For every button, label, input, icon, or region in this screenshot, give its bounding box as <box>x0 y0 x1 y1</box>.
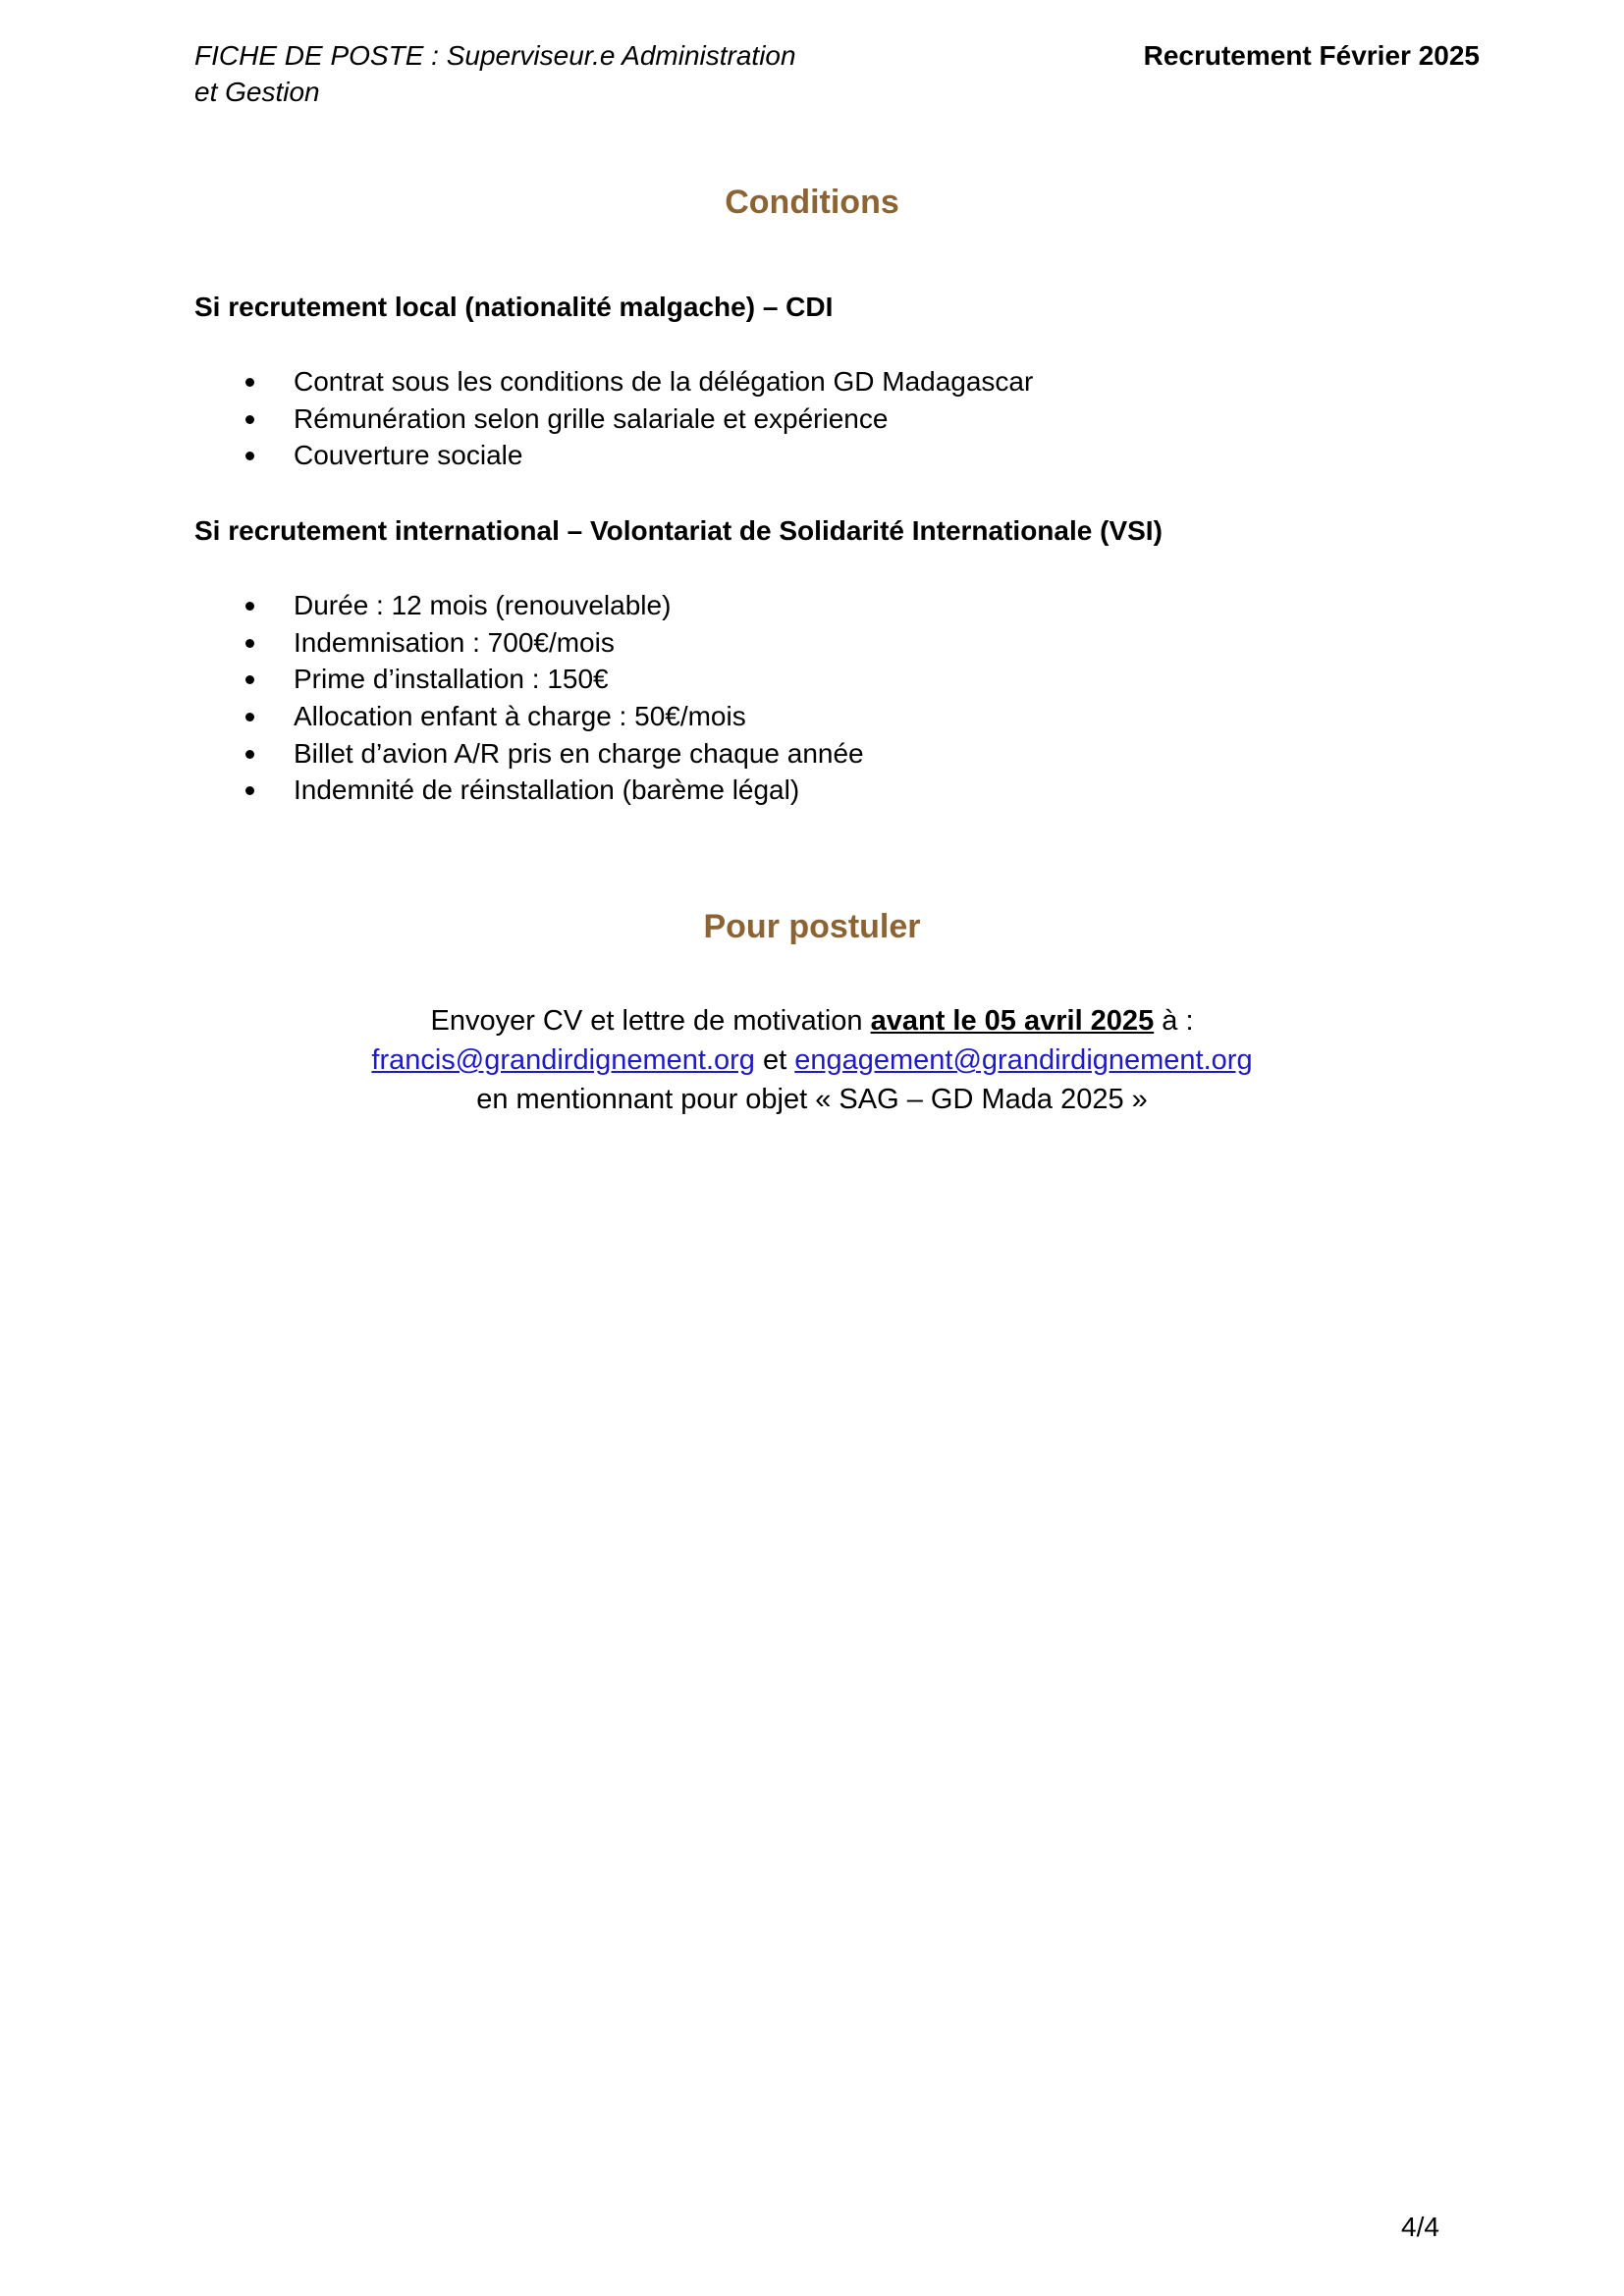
bullet-icon <box>245 415 254 424</box>
header-recruitment-date: Recrutement Février 2025 <box>1143 40 1480 71</box>
header-job-title-line-1: FICHE DE POSTE : Superviseur.e Administration <box>194 40 796 71</box>
header-job-title-line-2: et Gestion <box>194 77 320 107</box>
bullet-icon <box>245 675 254 684</box>
apply-title: Pour postuler <box>703 908 921 945</box>
header-job-title <box>194 37 803 110</box>
page-number: 4/4 <box>1401 2212 1439 2242</box>
apply-intro-suffix: à : <box>1154 1005 1194 1037</box>
email-link-engagement[interactable]: engagement@grandirdignement.org <box>794 1044 1253 1076</box>
conditions-title: Conditions <box>725 184 899 221</box>
apply-line-3: en mentionnant pour objet « SAG – GD Mada 2025 » <box>476 1084 1148 1115</box>
bullet-icon <box>245 750 254 759</box>
international-recruitment-heading: Si recrutement international – Volontariat de Solidarité Internationale (VSI) <box>194 515 1163 546</box>
apply-instructions <box>0 1001 1624 1119</box>
apply-line-2 <box>0 1041 1624 1080</box>
bullet-icon <box>245 713 254 721</box>
email-connector: et <box>754 1044 795 1076</box>
bullet-icon <box>245 786 254 795</box>
bullet-icon <box>245 378 254 387</box>
email-link-francis[interactable]: francis@grandirdignement.org <box>371 1044 755 1076</box>
apply-deadline: avant le 05 avril 2025 <box>870 1005 1155 1037</box>
local-recruitment-heading: Si recrutement local (nationalité malgache) – CDI <box>194 292 834 322</box>
bullet-icon <box>245 452 254 460</box>
bullet-icon <box>245 602 254 611</box>
apply-intro-text: Envoyer CV et lettre de motivation <box>430 1005 871 1037</box>
bullet-icon <box>245 639 254 648</box>
apply-line-1 <box>0 1001 1624 1041</box>
